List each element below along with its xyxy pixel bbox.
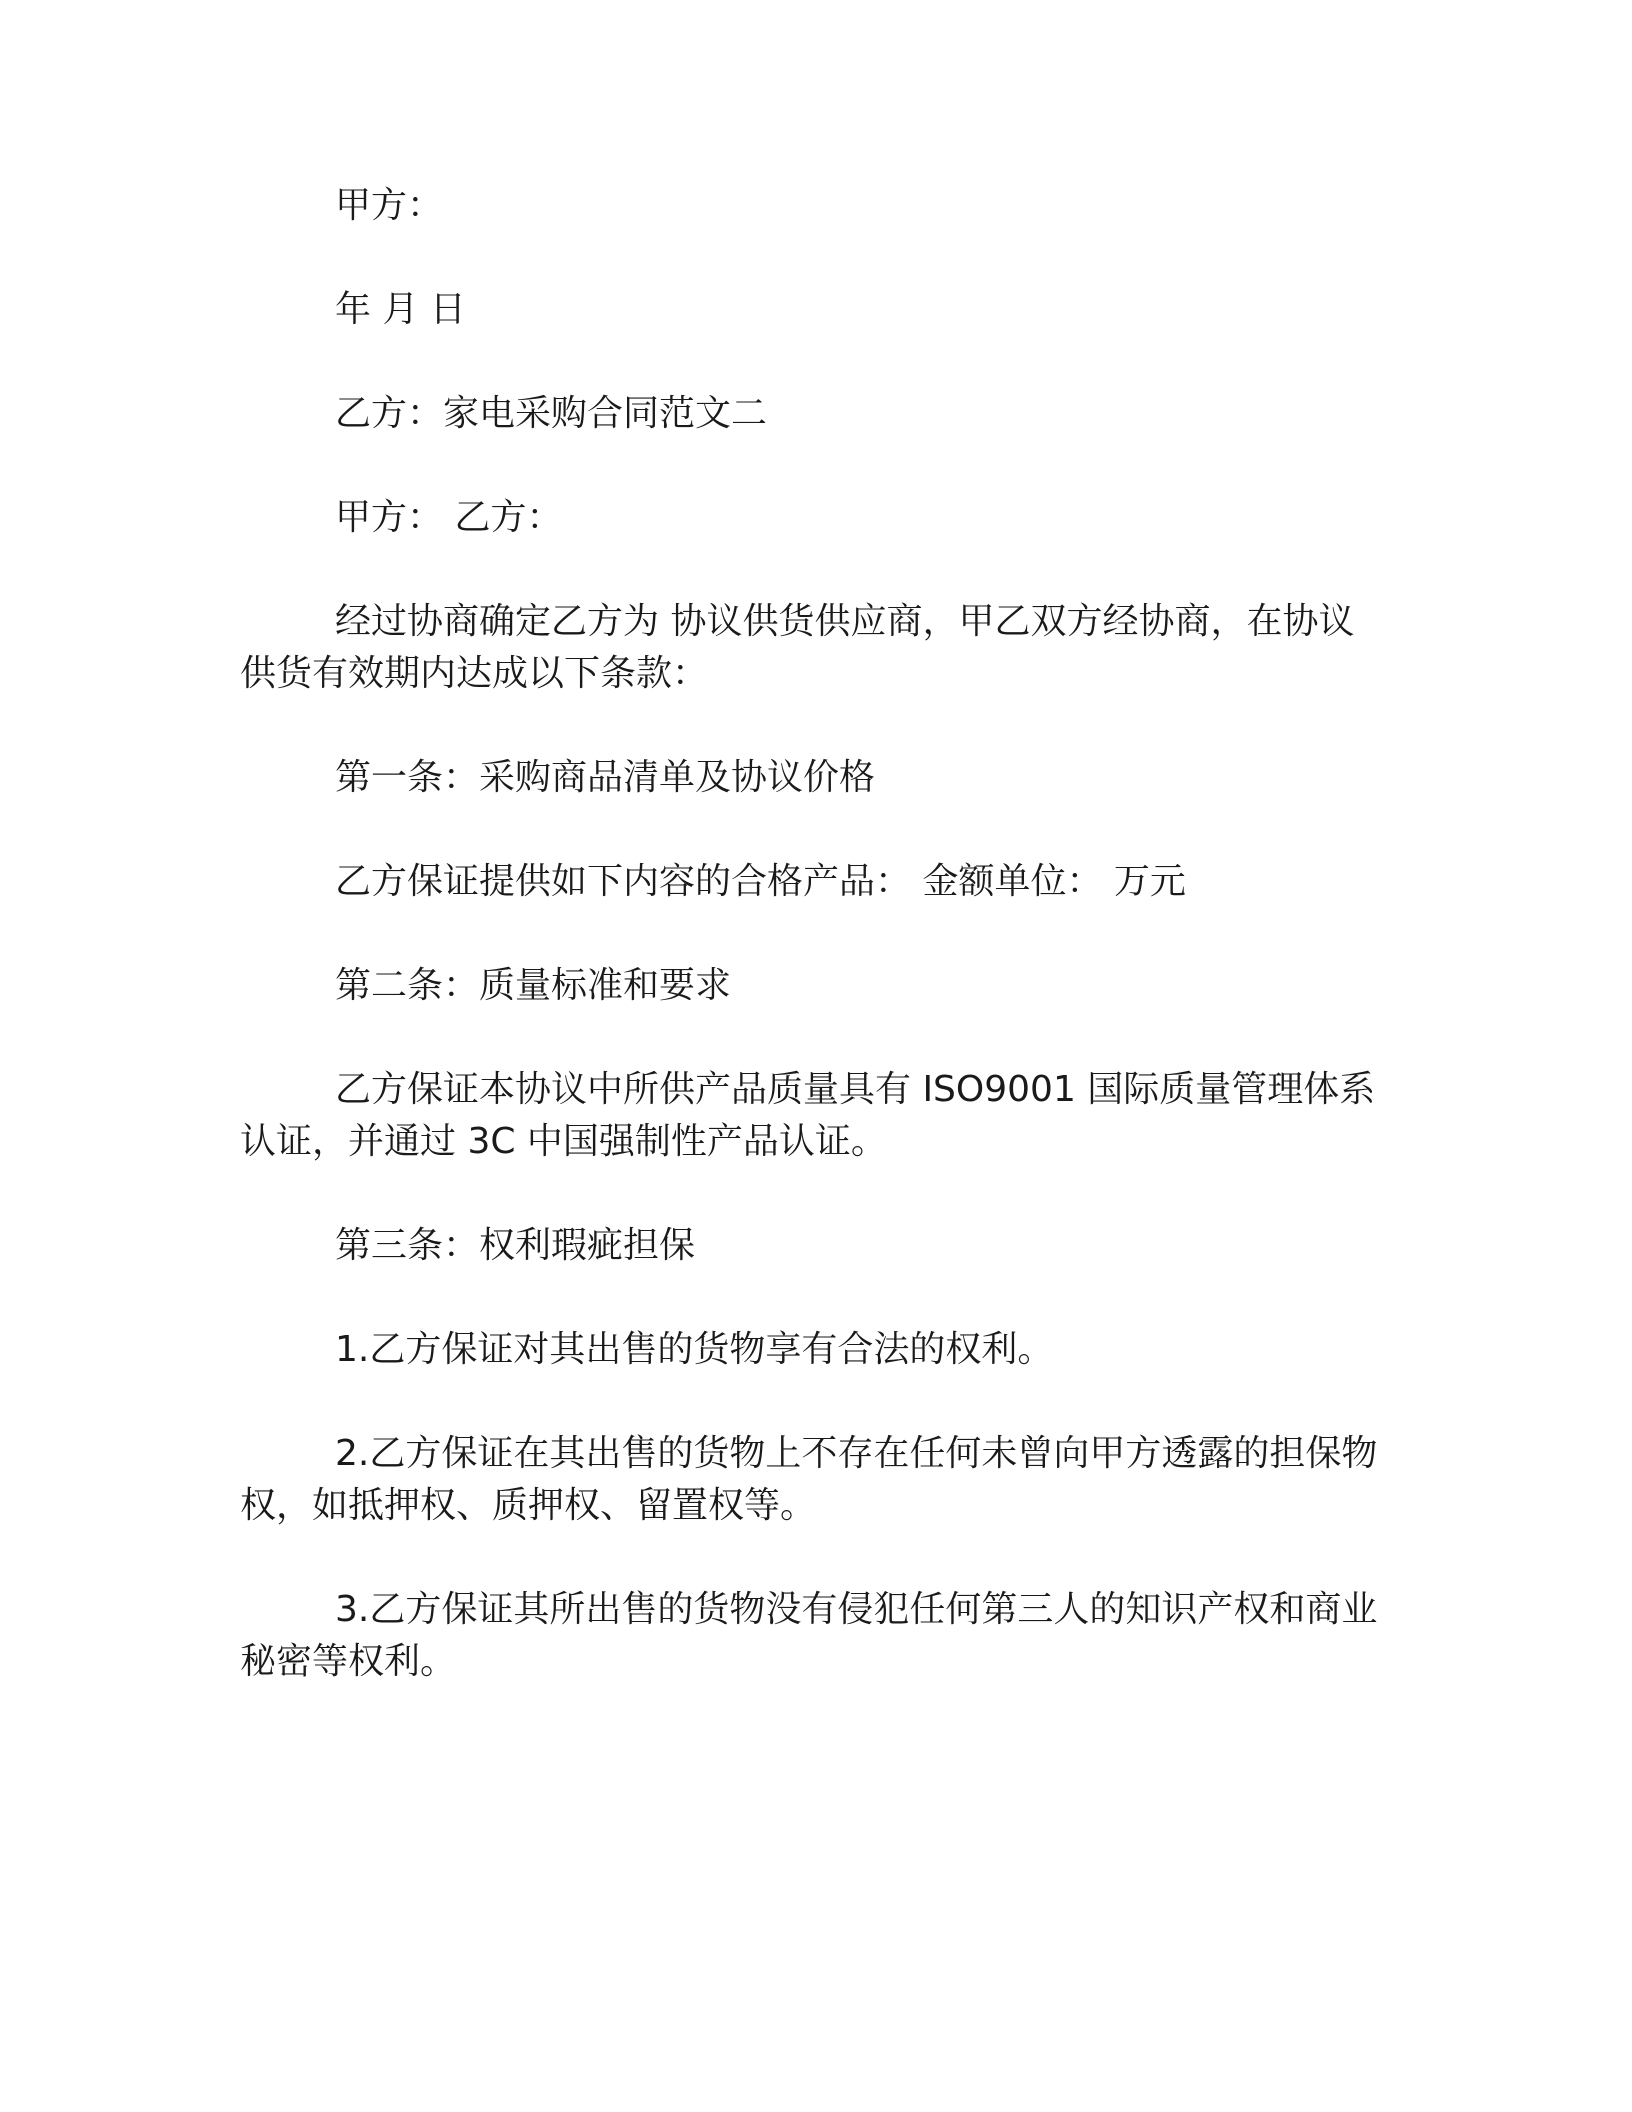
article-1-body: 乙方保证提供如下内容的合格产品： 金额单位： 万元: [335, 861, 1186, 902]
parties-line: 甲方： 乙方：: [335, 497, 563, 538]
date-line: 年 月 日: [335, 289, 466, 330]
intro-paragraph: 经过协商确定乙方为 协议供货供应商，甲乙双方经协商，在协议供货有效期内达成以下条款：: [240, 601, 1355, 694]
article-3-item-3: 3.乙方保证其所出售的货物没有侵犯任何第三人的知识产权和商业秘密等权利。: [240, 1589, 1378, 1682]
article-1-heading: 第一条：采购商品清单及协议价格: [335, 757, 876, 798]
party-b-title-line: 乙方：家电采购合同范文二: [335, 393, 768, 434]
article-3-heading: 第三条：权利瑕疵担保: [335, 1225, 696, 1266]
article-3-item-1: 1.乙方保证对其出售的货物享有合法的权利。: [335, 1329, 1054, 1370]
article-3-item-2: 2.乙方保证在其出售的货物上不存在任何未曾向甲方透露的担保物权，如抵押权、质押权、留置权等。: [240, 1433, 1378, 1526]
article-2-heading: 第二条：质量标准和要求: [335, 965, 732, 1006]
party-a-label: 甲方：: [335, 185, 444, 226]
article-2-body: 乙方保证本协议中所供产品质量具有 ISO9001 国际质量管理体系认证，并通过 3C 中国强制性产品认证。: [240, 1069, 1376, 1162]
document-body: [240, 180, 1390, 1688]
